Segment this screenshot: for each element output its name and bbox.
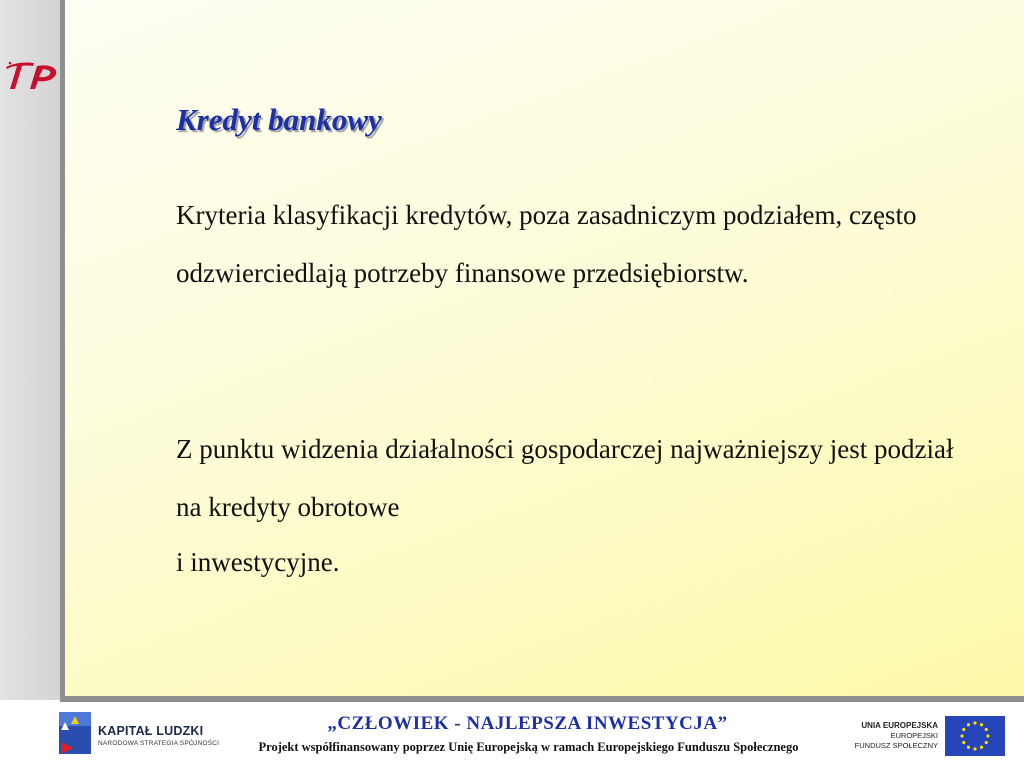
eu-star-icon — [973, 747, 976, 750]
left-frame-bar — [0, 0, 65, 700]
slide-title: Kredyt bankowy — [176, 102, 382, 137]
eu-fund-label-2: FUNDUSZ SPOŁECZNY — [854, 741, 938, 750]
eu-star-icon — [985, 728, 988, 731]
footer-slogan: „CZŁOWIEK - NAJLEPSZA INWESTYCJA” — [327, 713, 728, 734]
kapital-ludzki-text — [98, 724, 219, 747]
eu-star-icon — [960, 734, 963, 737]
paragraph-classification: Kryteria klasyfikacji kredytów, poza zasadniczym podziałem, często odzwierciedlają potrzeby finansowe przedsiębiorstw. — [176, 200, 917, 288]
kapital-ludzki-subtitle: NARODOWA STRATEGIA SPÓJNOŚCI — [98, 740, 220, 747]
eu-text — [838, 721, 938, 751]
paragraph-business-activity — [176, 420, 956, 588]
eu-star-icon — [967, 723, 970, 726]
eu-star-icon — [985, 741, 988, 744]
eu-flag-icon — [945, 716, 1005, 756]
eu-star-icon — [962, 741, 965, 744]
eu-star-icon — [967, 746, 970, 749]
eu-star-icon — [980, 723, 983, 726]
eu-star-icon — [962, 728, 965, 731]
paragraph-business-activity-end: i inwestycyjne. — [176, 547, 340, 577]
eu-star-icon — [973, 721, 976, 724]
eu-union-label: UNIA EUROPEJSKA — [861, 721, 938, 730]
footer-project-note: Projekt współfinansowany poprzez Unię Europejską w ramach Europejskiego Funduszu Społecznego — [258, 740, 799, 754]
eu-star-icon — [986, 734, 989, 737]
eu-star-icon — [980, 746, 983, 749]
kapital-ludzki-logo-icon — [55, 708, 95, 758]
kapital-ludzki-title: KAPITAŁ LUDZKI — [98, 724, 204, 738]
paragraph-business-activity-text: Z punktu widzenia działalności gospodarczej najważniejszy jest podział na kredyty obrotowe — [176, 434, 954, 522]
eu-fund-label-1: EUROPEJSKI — [890, 731, 938, 740]
tp-logo-icon — [4, 55, 60, 95]
